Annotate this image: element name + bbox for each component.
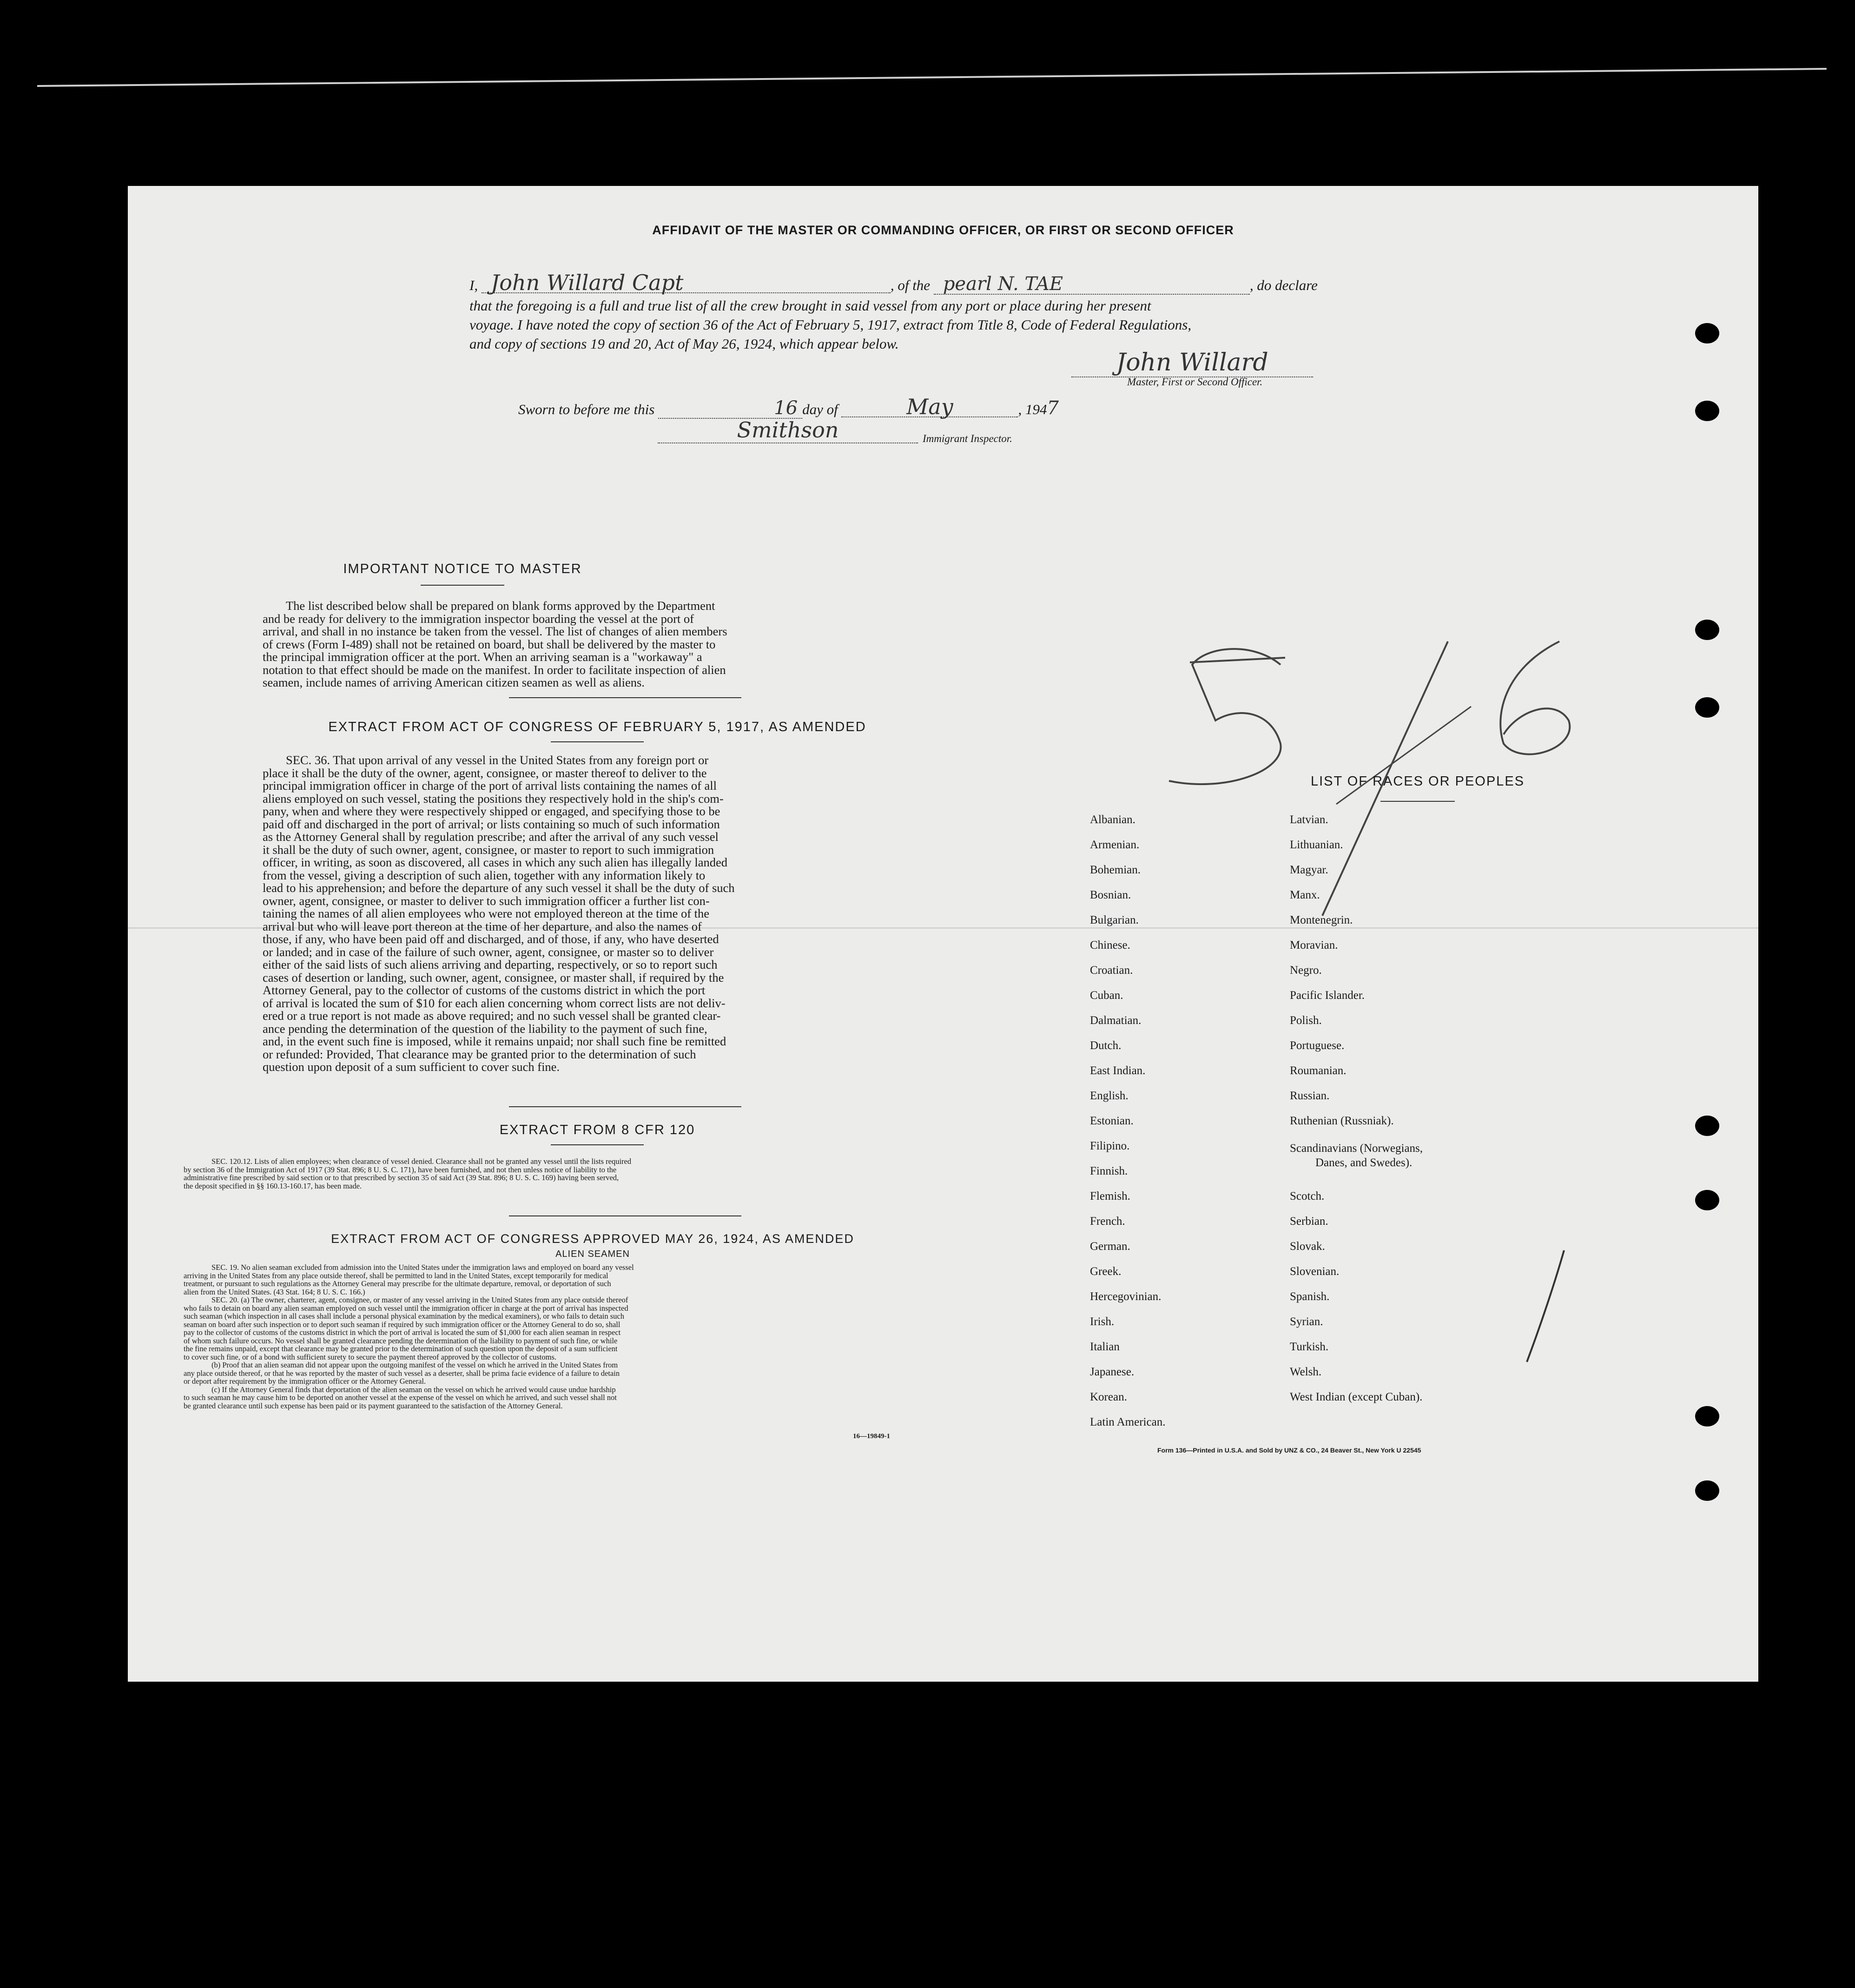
extract-1917-line: aliens employed on such vessel, stating the positions they respectively hold in the ship's com-: [263, 791, 724, 806]
extract-1924-title: EXTRACT FROM ACT OF CONGRESS APPROVED MAY 26, 1924, AS AMENDED: [331, 1232, 854, 1246]
race-left-item: Latin American.: [1090, 1416, 1166, 1428]
extract-1917-line: Attorney General, pay to the collector of customs of the customs district in which the port: [263, 983, 706, 997]
affidavit-line4: and copy of sections 19 and 20, Act of May 26, 1924, which appear below.: [469, 336, 899, 352]
affidavit-line3: voyage. I have noted the copy of section 36 of the Act of February 5, 1917, extract from Title 8, Code of Federal Regulations,: [469, 317, 1192, 333]
extract-1924-line: any place outside thereof, or that he was reported by the master of such vessel as a deserter, shall be prima facie evidence of a failure to detain: [184, 1368, 620, 1378]
extract-1917-line: cases of desertion or landing, such owner, agent, consignee, or master shall, if required by the: [263, 970, 724, 984]
extract-1917-line: SEC. 36. That upon arrival of any vessel in the United States from any foreign port or: [286, 753, 709, 767]
extract-1917-line: or landed; and in case of the failure of such owner, agent, consignee, or master so to deliver: [263, 944, 714, 959]
race-right-item: Manx.: [1290, 889, 1320, 901]
notice-line: and be ready for delivery to the immigration inspector boarding the vessel at the port of: [263, 611, 694, 626]
race-right-item: Slovak.: [1290, 1240, 1325, 1253]
extract-1917-line: as the Attorney General shall by regulation prescribe; and after the arrival of any such vessel: [263, 830, 719, 844]
year-prefix: , 194: [1018, 401, 1047, 417]
race-right-item: Latvian.: [1290, 813, 1328, 826]
cfr-line: administrative fine prescribed by said section or to that prescribed by section 35 of said Act (39 Stat. 896; 8 U. S. C. 169) having been served,: [184, 1173, 619, 1182]
extract-1924-body: [184, 1263, 1002, 1410]
race-left-item: English.: [1090, 1090, 1129, 1102]
cfr-body: [184, 1157, 1002, 1190]
digit-five-top-stroke: [1190, 658, 1285, 662]
vessel-name-field[interactable]: pearl N. TAE: [934, 275, 1250, 295]
cfr-line: the deposit specified in §§ 160.13-160.17, has been made.: [184, 1181, 362, 1190]
master-signature-field[interactable]: John Willard: [1071, 349, 1313, 377]
sworn-line: [518, 394, 1059, 419]
extract-1917-line: paid off and discharged in the port of arrival; or lists containing so much of such information: [263, 817, 720, 831]
extract-1924-line: or deport after requirement by the immigration officer or the Attorney General.: [184, 1377, 426, 1386]
punch-hole: [1695, 620, 1719, 640]
extract-1924-line: pay to the collector of customs of the customs district in which the port of arrival is located the sum of $1,000 for each alien seaman in respect: [184, 1328, 621, 1337]
race-left-item: Irish.: [1090, 1315, 1115, 1328]
race-right-item: Moravian.: [1290, 939, 1338, 951]
race-right-item: Portuguese.: [1290, 1039, 1345, 1052]
race-left-item: Finnish.: [1090, 1165, 1128, 1177]
extract-1924-line: treatment, or pursuant to such regulations as the Attorney General may prescribe for the ultimate departure, removal, or deportation of such: [184, 1279, 611, 1288]
punch-hole: [1695, 1190, 1719, 1210]
signature-caption: Master, First or Second Officer.: [1127, 376, 1263, 388]
notice-line: notation to that effect should be made on the manifest. In order to facilitate inspection of alien: [263, 662, 726, 677]
affidavit-i-label: I,: [469, 277, 478, 293]
extract-1917-title: EXTRACT FROM ACT OF CONGRESS OF FEBRUARY 5, 1917, AS AMENDED: [328, 720, 866, 734]
punch-hole: [1695, 1406, 1719, 1427]
race-right-item: Scotch.: [1290, 1190, 1325, 1202]
extract-1917-line: those, if any, who have been paid off and discharged, and of those, if any, who have deserted: [263, 932, 719, 946]
race-right-item: Serbian.: [1290, 1215, 1328, 1228]
extract-1924-line: who fails to detain on board any alien seaman employed on such vessel until the immigration officer in charge at the port of arrival has inspected: [184, 1303, 628, 1313]
race-right-item: Welsh.: [1290, 1366, 1322, 1378]
check-stroke: [1527, 1250, 1564, 1362]
handwritten-five-sixths-mark: [1085, 446, 1620, 976]
extract-1924-line: such seaman (which inspection in all cases shall include a personal physical examination by the medical examiners), or who fails to detain such: [184, 1312, 625, 1321]
race-left-item: Chinese.: [1090, 939, 1130, 951]
extract-1917-line: lead to his apprehension; and before the departure of any such vessel it shall be the duty of such: [263, 881, 735, 895]
race-left-item: Bosnian.: [1090, 889, 1131, 901]
extract-1917-line: owner, agent, consignee, or master to deliver to such immigration officer a further list con-: [263, 893, 710, 908]
race-left-item: Dutch.: [1090, 1039, 1122, 1052]
extract-1917-line: ered or a true report is not made as above required; and no such vessel shall be granted clear-: [263, 1009, 721, 1023]
extract-1924-line: alien from the United States. (43 Stat. 164; 8 U. S. C. 166.): [184, 1287, 365, 1296]
inspector-signature-field[interactable]: Smithson: [658, 417, 918, 443]
race-right-item: Negro.: [1290, 964, 1322, 977]
form-page: [128, 186, 1758, 1682]
cfr-title: EXTRACT FROM 8 CFR 120: [499, 1123, 695, 1137]
punch-hole: [1695, 1116, 1719, 1136]
extract-1917-line: from the vessel, giving a description of such alien, together with any information likely to: [263, 868, 706, 882]
affidavit-declare-label: , do declare: [1249, 277, 1318, 293]
race-left-item: Flemish.: [1090, 1190, 1130, 1202]
race-left-item: East Indian.: [1090, 1064, 1146, 1077]
race-right-item: Magyar.: [1290, 864, 1328, 876]
extract-1924-line: arriving in the United States from any place outside thereof, shall be permitted to land in the United States, except temporarily for medical: [184, 1271, 608, 1280]
race-right-item: Danes, and Swedes).: [1315, 1156, 1413, 1169]
extract-1917-line: it shall be the duty of such owner, agent, consignee, or master to report to such immigration: [263, 842, 714, 857]
day-of-label: day of: [802, 401, 838, 417]
punch-hole: [1695, 697, 1719, 718]
race-left-item: Hercegovinian.: [1090, 1290, 1162, 1303]
extract-1917-line: of arrival is located the sum of $10 for each alien concerning whom correct lists are not deliv-: [263, 996, 726, 1010]
extract-1917-line: officer, in writing, as soon as discovered, all cases in which any such alien has illegally landed: [263, 855, 728, 869]
race-right-item: Slovenian.: [1290, 1265, 1340, 1278]
races-title: LIST OF RACES OR PEOPLES: [1310, 774, 1525, 789]
extract-1924-line: be granted clearance until such expense has been paid or its payment guaranteed to the satisfaction of the Attorney General.: [184, 1401, 563, 1410]
race-right-item: Turkish.: [1290, 1341, 1329, 1353]
notice-separator: [509, 697, 741, 698]
race-right-item: Russian.: [1290, 1090, 1330, 1102]
extract-1924-subtitle: ALIEN SEAMEN: [555, 1249, 630, 1259]
race-left-item: Croatian.: [1090, 964, 1133, 977]
race-right-item: Ruthenian (Russniak).: [1290, 1115, 1394, 1127]
extract-1924-line: (c) If the Attorney General finds that deportation of the alien seaman on the vessel on which he arrived would cause undue hardship: [211, 1385, 616, 1394]
punch-hole: [1695, 401, 1719, 421]
extract-1917-line: and, in the event such fine is imposed, while it remains unpaid; nor shall such fine be remitted: [263, 1034, 726, 1048]
crossing-stroke: [1336, 707, 1471, 804]
race-left-item: Korean.: [1090, 1391, 1127, 1403]
extract-1924-line: SEC. 20. (a) The owner, charterer, agent, consignee, or master of any vessel arriving in the United States from any place outside thereof: [211, 1295, 628, 1304]
race-left-item: Bohemian.: [1090, 864, 1141, 876]
extract-1924-line: to cover such fine, or of a bond with sufficient surety to secure the payment thereof approved by the collector of customs.: [184, 1352, 556, 1361]
race-left-item: French.: [1090, 1215, 1125, 1228]
race-right-item: Syrian.: [1290, 1315, 1323, 1328]
extract-1917-body: [263, 754, 926, 1074]
punch-hole: [1695, 1480, 1719, 1501]
extract-1917-line: place it shall be the duty of the owner, agent, consignee, or master thereof to deliver to the: [263, 766, 707, 780]
extract-1917-line: question upon deposit of a sum sufficient to cover such fine.: [263, 1060, 560, 1074]
sworn-month-field[interactable]: May: [841, 397, 1018, 417]
extract-1917-line: ance pending the determination of the question of the liability to the payment of such fine,: [263, 1021, 707, 1036]
extract-1917-line: principal immigration officer in charge of the port of arrival lists containing the names of all: [263, 779, 717, 793]
notice-line: the principal immigration officer at the port. When an arriving seaman is a "workaway" a: [263, 650, 702, 664]
digit-six-stroke: [1500, 641, 1570, 754]
cfr-line: by section 36 of the Immigration Act of 1917 (39 Stat. 896; 8 U. S. C. 171), have been furnished, and not then unless notice of liability to the: [184, 1165, 617, 1174]
handwritten-check-mark: [1522, 1246, 1578, 1367]
affidavit-line2: that the foregoing is a full and true list of all the crew brought in said vessel from any port or place during her present: [469, 297, 1151, 314]
extract-1917-line: or refunded: Provided, That clearance may be granted prior to the determination of such: [263, 1047, 696, 1061]
form-footer: Form 136—Printed in U.S.A. and Sold by UNZ & CO., 24 Beaver St., New York U 22545: [1157, 1446, 1421, 1454]
race-right-item: Roumanian.: [1290, 1064, 1347, 1077]
notice-body: [263, 600, 926, 689]
extract-1924-line: seaman on board after such inspection or to deport such seaman if required by such immigration officer or the Attorney General to do so, shall: [184, 1320, 621, 1329]
extract-1924-line: (b) Proof that an alien seaman did not appear upon the outgoing manifest of the vessel on which he arrived in the United States from: [211, 1361, 618, 1369]
extract-1917-line: taining the names of all alien employees who were not employed thereon at the time of the: [263, 906, 710, 920]
race-right-item: Spanish.: [1290, 1290, 1330, 1303]
affidavit-title: AFFIDAVIT OF THE MASTER OR COMMANDING OFFICER, OR FIRST OR SECOND OFFICER: [652, 223, 1234, 237]
notice-line: of crews (Form I-489) shall not be retained on board, but shall be delivered by the master to: [263, 637, 716, 651]
affidavit-line1: [469, 270, 1492, 295]
master-name-field[interactable]: John Willard Capt: [482, 273, 891, 293]
sworn-day-field[interactable]: 16: [658, 399, 802, 419]
extract-1924-separator: [509, 1215, 741, 1216]
race-left-item: Bulgarian.: [1090, 914, 1139, 926]
race-left-item: Greek.: [1090, 1265, 1122, 1278]
notice-line: arrival, and shall in no instance be taken from the vessel. The list of changes of alien members: [263, 624, 727, 638]
race-left-item: Estonian.: [1090, 1115, 1134, 1127]
race-left-item: German.: [1090, 1240, 1130, 1253]
punch-hole: [1695, 323, 1719, 343]
race-right-item: Lithuanian.: [1290, 839, 1343, 851]
extract-1924-line: to such seaman he may cause him to be deported on another vessel at the expense of the vessel on which he arrived, and such vessel shall not: [184, 1393, 617, 1402]
sworn-label: Sworn to before me this: [518, 401, 655, 417]
race-right-item: Polish.: [1290, 1014, 1322, 1027]
notice-title-rule: [421, 585, 504, 586]
extract-1924-line: the fine remains unpaid, except that clearance may be granted prior to the determination of such question upon the deposit of a sum sufficient: [184, 1344, 618, 1353]
race-left-item: Dalmatian.: [1090, 1014, 1142, 1027]
extract-1917-line: either of the said lists of such aliens arriving and departing, respectively, or so to report such: [263, 958, 718, 971]
notice-title: IMPORTANT NOTICE TO MASTER: [343, 561, 582, 576]
scan-edge-line: [37, 68, 1827, 87]
print-code: 16—19849-1: [853, 1433, 890, 1440]
cfr-line: SEC. 120.12. Lists of alien employees; when clearance of vessel denied. Clearance shall not be granted any vessel until the lists required: [211, 1157, 632, 1166]
cfr-title-rule: [551, 1144, 644, 1145]
sworn-year-field[interactable]: 7: [1047, 397, 1059, 419]
race-left-item: Italian: [1090, 1341, 1120, 1353]
race-left-item: Armenian.: [1090, 839, 1140, 851]
race-left-item: Cuban.: [1090, 989, 1123, 1002]
digit-five-stroke: [1169, 649, 1281, 784]
race-left-item: Albanian.: [1090, 813, 1135, 826]
extract-1917-rule: [551, 741, 644, 742]
notice-line: The list described below shall be prepared on blank forms approved by the Department: [286, 599, 715, 613]
race-left-item: Filipino.: [1090, 1140, 1130, 1152]
extract-1924-line: SEC. 19. No alien seaman excluded from admission into the United States under the immigration laws and employed on board any vessel: [211, 1263, 634, 1272]
race-right-item: Scandinavians (Norwegians,: [1290, 1142, 1423, 1155]
race-left-item: Japanese.: [1090, 1366, 1135, 1378]
affidavit-of-the-label: , of the: [890, 277, 931, 293]
cfr-separator: [509, 1106, 741, 1107]
race-right-item: Pacific Islander.: [1290, 989, 1365, 1002]
races-title-rule: [1380, 801, 1455, 802]
extract-1917-line: arrival but who will leave port thereon at the time of her departure, and also the names of: [263, 919, 702, 933]
inspector-caption: Immigrant Inspector.: [923, 433, 1012, 444]
extract-1924-line: of whom such failure occurs. No vessel shall be granted clearance pending the determination of the liability to payment of such fine, or while: [184, 1336, 618, 1345]
race-right-item: West Indian (except Cuban).: [1290, 1391, 1423, 1403]
extract-1917-line: pany, when and where they were respectively shipped or engaged, and specifying those to be: [263, 804, 720, 818]
notice-line: seamen, include names of arriving American citizen seamen as well as aliens.: [263, 675, 645, 689]
race-right-item: Montenegrin.: [1290, 914, 1353, 926]
